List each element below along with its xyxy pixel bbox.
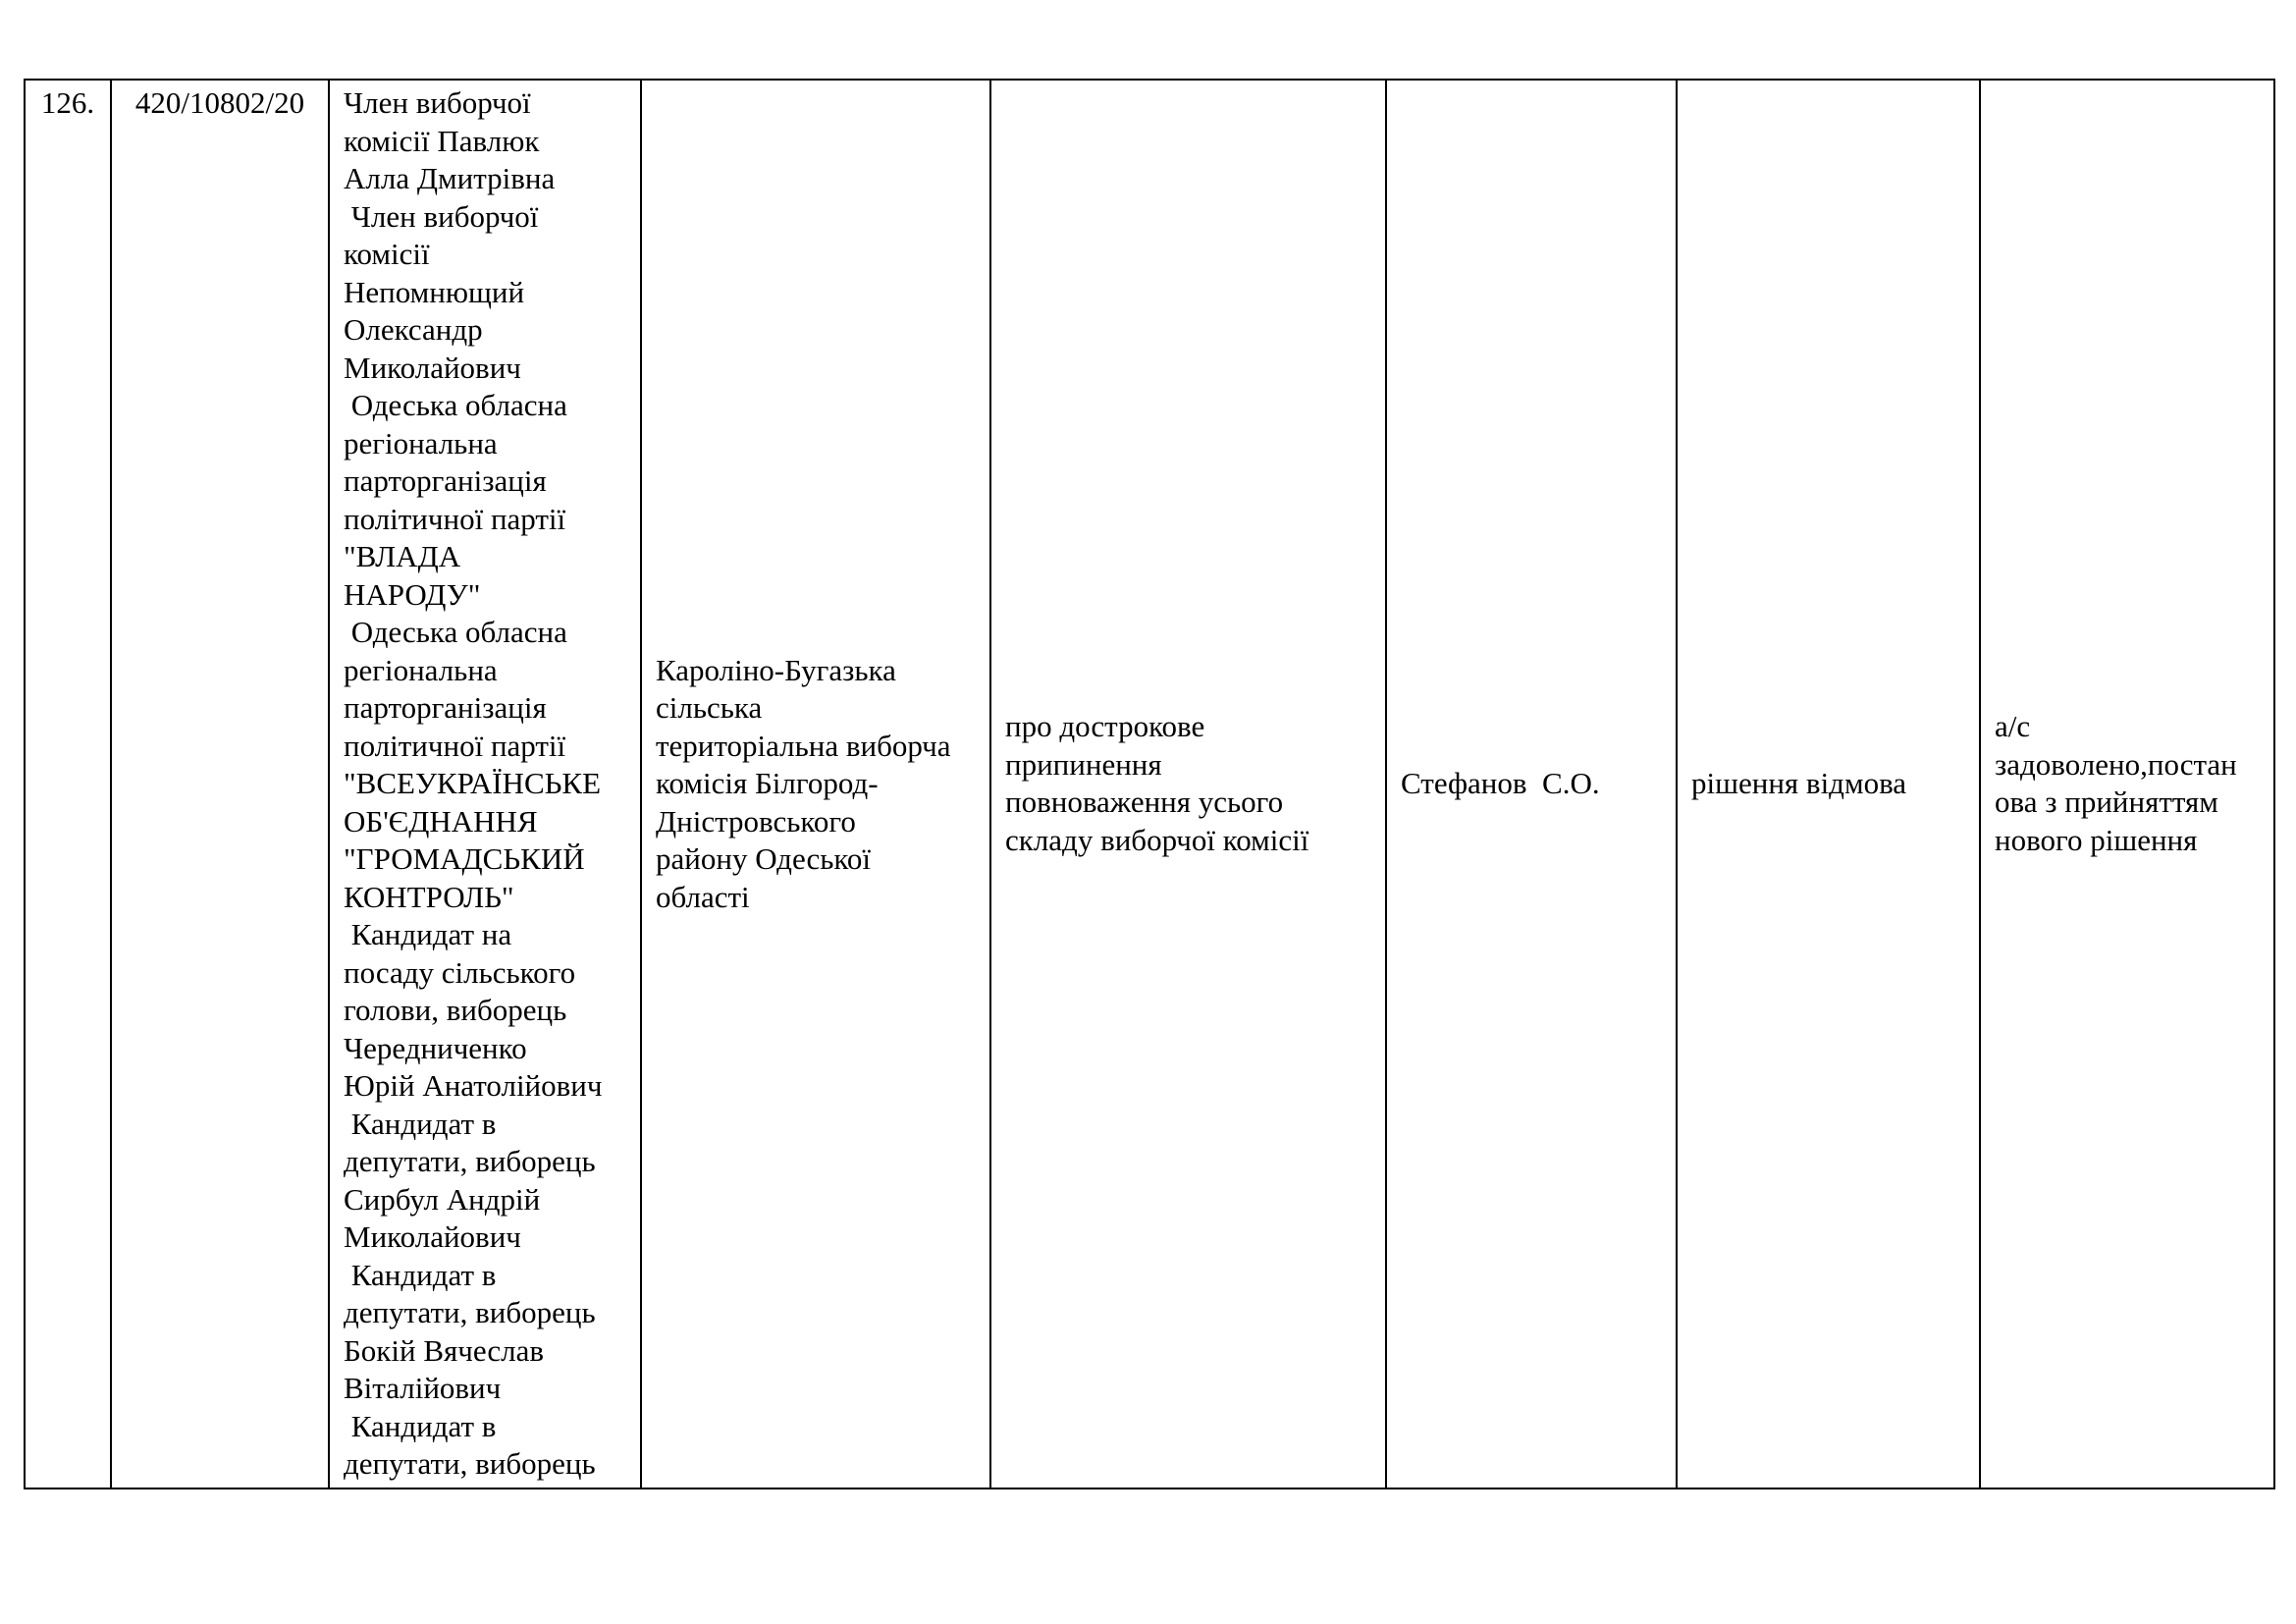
first-instance-decision: рішення відмова [1691, 766, 1907, 800]
text-line: Чередниченко [344, 1030, 527, 1065]
text-line: Віталійович [344, 1371, 502, 1405]
text-line: Кандидат в [344, 1408, 497, 1443]
text-line: про дострокове [1005, 709, 1205, 744]
text-line: посаду сільського [344, 954, 576, 990]
text-line: політичної партії [344, 501, 566, 536]
text-line: Миколайович [344, 350, 521, 385]
case-number-cell [111, 80, 329, 1489]
text-line: регіональна [344, 425, 498, 460]
claim-subject-text [1005, 708, 1371, 859]
text-line: області [656, 879, 750, 914]
text-line: ОБ'ЄДНАННЯ [344, 803, 538, 839]
row-number-cell [25, 80, 111, 1489]
appeal-result-cell [1980, 80, 2274, 1489]
text-line: Кароліно-Бугазька [656, 652, 896, 687]
text-line: "ГРОМАДСЬКИЙ [344, 841, 585, 876]
text-line: задоволено,постан [1995, 746, 2237, 782]
text-line: Одеська обласна [344, 388, 567, 422]
text-line: а/с [1995, 709, 2031, 744]
text-line: парторганізація [344, 463, 547, 498]
judge-cell [1386, 80, 1677, 1489]
text-line: комісії Павлюк [344, 123, 540, 158]
judge-name: Стефанов С.О. [1401, 766, 1600, 800]
cases-table [24, 79, 2275, 1489]
text-line: парторганізація [344, 690, 547, 725]
defendant-text [656, 652, 976, 917]
text-line: депутати, виборець [344, 1446, 596, 1481]
text-line: складу виборчої комісії [1005, 822, 1309, 857]
text-line: депутати, виборець [344, 1144, 596, 1178]
row-number: 126. [40, 85, 95, 120]
text-line: голови, виборець [344, 993, 567, 1027]
text-line: сільська [656, 690, 763, 725]
text-line: району Одеської [656, 841, 871, 876]
first-instance-cell [1677, 80, 1980, 1489]
text-line: Бокій Вячеслав [344, 1332, 544, 1368]
text-line: Алла Дмитрівна [344, 161, 556, 195]
text-line: припинення [1005, 746, 1162, 782]
text-line: Кандидат в [344, 1257, 497, 1292]
text-line: "ВЛАДА [344, 539, 461, 573]
text-line: Непомнющий [344, 274, 525, 309]
text-line: Одеська обласна [344, 615, 567, 649]
text-line: Юрій Анатолійович [344, 1068, 603, 1103]
text-line: Член виборчої [344, 198, 539, 234]
subject-cell [990, 80, 1386, 1489]
text-line: Кандидат в [344, 1106, 497, 1141]
text-line: політичної партії [344, 728, 566, 763]
text-line: регіональна [344, 652, 498, 687]
text-line: нового рішення [1995, 822, 2198, 857]
plaintiffs-cell [329, 80, 641, 1489]
text-line: Дністровського [656, 803, 856, 839]
text-line: комісії [344, 237, 430, 271]
plaintiffs-list [344, 84, 626, 1484]
text-line: комісія Білгород- [656, 766, 879, 800]
text-line: "ВСЕУКРАЇНСЬКЕ [344, 766, 602, 800]
text-line: ова з прийняттям [1995, 785, 2218, 820]
table-row [25, 80, 2274, 1489]
text-line: Член виборчої [344, 85, 531, 120]
text-line: НАРОДУ" [344, 576, 481, 612]
appeal-result-text [1995, 708, 2260, 859]
text-line: повноваження усього [1005, 785, 1284, 820]
text-line: КОНТРОЛЬ" [344, 879, 514, 914]
text-line: Кандидат на [344, 917, 512, 951]
case-number: 420/10802/20 [134, 85, 305, 120]
text-line: Олександр [344, 312, 483, 347]
text-line: територіальна виборча [656, 728, 951, 763]
text-line: Миколайович [344, 1219, 521, 1254]
defendant-cell [641, 80, 990, 1489]
text-line: депутати, виборець [344, 1295, 596, 1329]
text-line: Сирбул Андрій [344, 1181, 541, 1217]
